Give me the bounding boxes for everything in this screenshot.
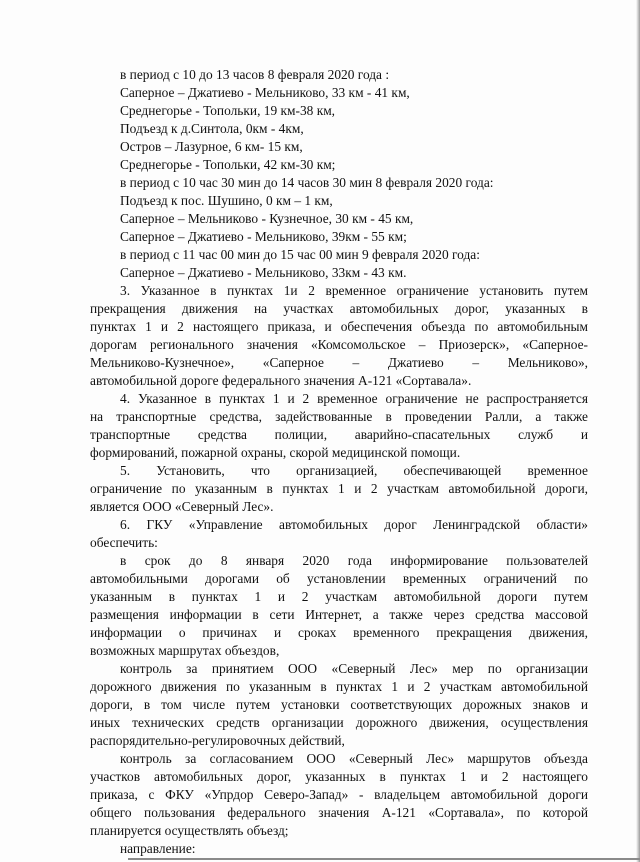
paragraph-3-line: прекращения движения на участках автомобильных дорог, указанных в [90, 301, 588, 316]
paragraph-3-line: Мельниково-Кузнечное», «Саперное – Джатиево – Мельниково», [90, 355, 588, 370]
text-line: Саперное – Джатиево - Мельниково, 33км - 43 км. [120, 265, 407, 280]
paragraph-4-line: на транспортные средства, задействованные в проведении Ралли, а также [90, 409, 588, 424]
list-item-detour-line: приказа, с ФКУ «Упрдор Северо-Запад» - владельцем автомобильной дороги [90, 787, 588, 802]
list-item-informing-line: возможных маршрутах объездов, [90, 643, 280, 658]
text-line: Остров – Лазурное, 6 км- 15 км, [120, 139, 303, 154]
list-item-informing-line: размещения информации в сети Интернет, а также через средства массовой [90, 607, 588, 622]
list-item-informing-line: автомобильными дорогами об установлении временных ограничений по [90, 571, 588, 586]
list-item-informing-line: указанным в пунктах 1 и 2 участкам автомобильной дороги путем [90, 589, 588, 604]
list-item-control-line: иных технических средств организации дорожного движения, осуществления [90, 715, 588, 730]
paragraph-4-line: формирований, пожарной охраны, скорой медицинской помощи. [90, 445, 461, 460]
paragraph-5-line: ограничение по указанным в пунктах 1 и 2 участкам автомобильной дороги, [90, 481, 588, 496]
list-item-control-line: дороги, в том числе путем установки соответствующих дорожных знаков и [90, 697, 588, 712]
list-item-control-line: дорожного движения по указанным в пунктах 1 и 2 участкам автомобильной [90, 679, 588, 694]
text-line: Среднегорье - Топольки, 19 км-38 км, [120, 103, 336, 118]
paragraph-4-line: 4. Указанное в пунктах 1 и 2 временное ограничение не распространяется [120, 391, 588, 406]
paragraph-6-line: 6. ГКУ «Управление автомобильных дорог Ленинградской области» [120, 517, 588, 532]
list-item-informing-line: информации о причинах и сроках временного прекращения движения, [90, 625, 588, 640]
paragraph-5-line: 5. Установить, что организацией, обеспечивающей временное [120, 463, 588, 478]
paragraph-4-line: транспортные средства полиции, аварийно-спасательных служб и [90, 427, 588, 442]
paragraph-3-line: пунктах 1 и 2 настоящего приказа, и обеспечения объезда по автомобильным [90, 319, 588, 334]
paragraph-3-line: 3. Указанное в пунктах 1и 2 временное ограничение установить путем [120, 283, 588, 298]
paragraph-5-line: является ООО «Северный Лес». [90, 499, 274, 514]
paragraph-6-line: обеспечить: [90, 535, 158, 550]
text-line: в период с 10 час 30 мин до 14 часов 30 мин 8 февраля 2020 года: [120, 175, 494, 190]
paragraph-3-line: дорогам регионального значения «Комсомольское – Приозерск», «Саперное- [90, 337, 588, 352]
list-item-detour-line: участков автомобильных дорог, указанных в пунктах 1 и 2 настоящего [90, 769, 588, 784]
text-line: в период с 11 час 00 мин до 15 час 00 мин 9 февраля 2020 года: [120, 247, 480, 262]
text-line: Подъезд к пос. Шушино, 0 км – 1 км, [120, 193, 333, 208]
list-item-detour-line: планируется осуществлять объезд; [90, 823, 289, 838]
list-item-detour-line: общего пользования федерального значения А-121 «Сортавала», по которой [90, 805, 588, 820]
text-line: Саперное – Джатиево - Мельниково, 33 км - 41 км, [120, 85, 410, 100]
page-edge-shadow [636, 0, 640, 862]
text-line: Саперное – Мельниково - Кузнечное, 30 км - 45 км, [120, 211, 414, 226]
text-line: Подъезд к д.Синтола, 0км - 4км, [120, 121, 304, 136]
text-line: направление: [120, 841, 196, 856]
list-item-informing-line: в срок до 8 января 2020 года информирование пользователей [120, 553, 588, 568]
text-line: Саперное – Джатиево - Мельниково, 39км - 55 км; [120, 229, 407, 244]
text-line: в период с 10 до 13 часов 8 февраля 2020 года : [120, 67, 390, 82]
page-bottom-edge [128, 858, 640, 860]
text-line: Среднегорье - Топольки, 42 км-30 км; [120, 157, 336, 172]
list-item-control-line: распорядительно-регулировочных действий, [90, 733, 345, 748]
list-item-detour-line: контроль за согласованием ООО «Северный Лес» маршрутов объезда [120, 751, 588, 766]
list-item-control-line: контроль за принятием ООО «Северный Лес» мер по организации [120, 661, 588, 676]
paragraph-3-line: автомобильной дороге федерального значения А-121 «Сортавала». [90, 373, 472, 388]
